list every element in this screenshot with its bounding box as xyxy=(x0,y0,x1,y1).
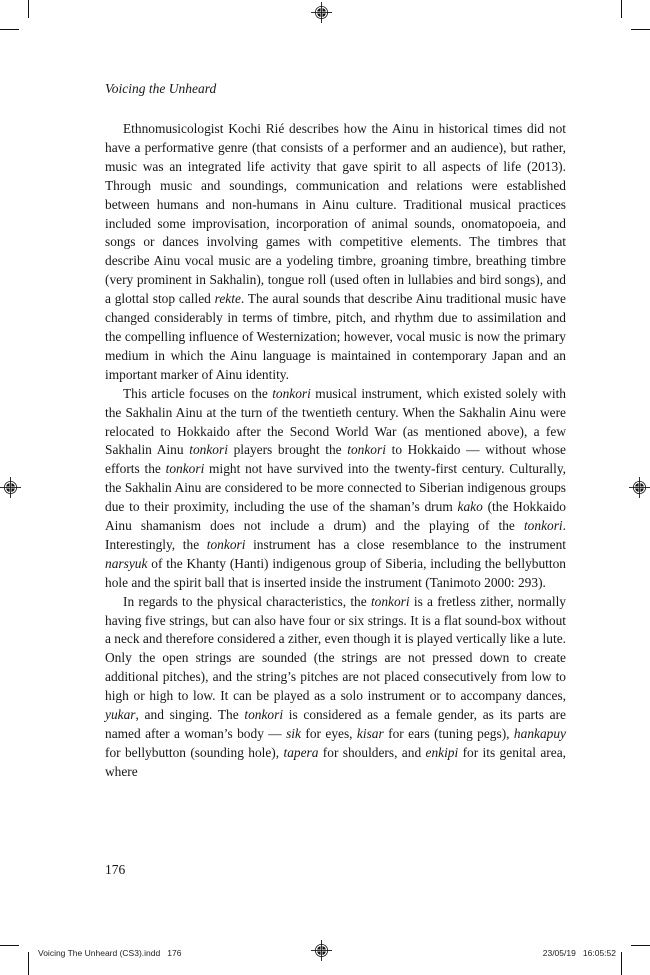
crop-mark xyxy=(0,945,19,946)
body-paragraph-3: In regards to the physical characteristics, the tonkori is a fretless zither, normally having five strings, but can also have four or six strings. It is a flat sound-box without a neck and therefore considered a zither, even though it is played vertically like a lute. Only the open strings are sounded (the strings are not pressed down to create additional pitches), and the string’s pitches are not placed consecutively from low to high or high to low. It can be played as a solo instrument or to accompany dances, yukar, and singing. The tonkori is considered as a female gender, as its parts are named after a woman’s body — sik for eyes, kisar for ears (tuning pegs), hankapuy for bellybutton (sounding hole), tapera for shoulders, and enkipi for its genital area, where xyxy=(105,593,567,779)
body-text xyxy=(105,120,566,782)
page-number: 176 xyxy=(105,862,126,877)
body-paragraph-2: This article focuses on the tonkori musical instrument, which existed solely with the Sakhalin Ainu at the turn of the twentieth century. When the Sakhalin Ainu were relocated to Hokkaido after the Second World War (as mentioned above), a few Sakhalin Ainu tonkori players brought the tonkori to Hokkaido — without whose efforts the tonkori might not have survived into the twenty-first century. Culturally, the Sakhalin Ainu are considered to be more connected to Siberian indigenous groups due to their proximity, including the use of the shaman’s drum kako (the Hokkaido Ainu shamanism does not include a drum) and the playing of the tonkori. Interestingly, the tonkori instrument has a close resemblance to the instrument narsyuk of the Khanty (Hanti) indigenous group of Siberia, including the bellybutton hole and the spirit ball that is inserted inside the instrument (Tanimoto 2000: 293). xyxy=(105,385,567,590)
crop-mark xyxy=(631,29,650,30)
crop-mark xyxy=(621,0,622,18)
crop-mark xyxy=(621,952,622,975)
registration-mark-icon xyxy=(311,2,332,23)
crop-mark xyxy=(631,945,650,946)
registration-mark-icon xyxy=(0,477,21,498)
crop-mark xyxy=(0,29,19,30)
slug-timestamp: 23/05/19 16:05:52 xyxy=(542,948,616,958)
crop-mark xyxy=(28,0,29,18)
registration-mark-icon xyxy=(629,477,650,498)
running-head: Voicing the Unheard xyxy=(105,81,217,96)
slug-filename: Voicing The Unheard (CS3).indd 176 xyxy=(38,948,182,958)
crop-mark xyxy=(28,952,29,975)
body-paragraph-1: Ethnomusicologist Kochi Rié describes how the Ainu in historical times did not have a performative genre (that consists of a performer and an audience), but rather, music was an integrated life activity that gave spirit to all aspects of life (2013). Through music and soundings, communication and relations were established between humans and non-humans in Ainu culture. Traditional musical practices included some improvisation, incorporation of animal sounds, onomatopoeia, and songs or dances involving games with competitive elements. The timbres that describe Ainu vocal music are a yodeling timbre, groaning timbre, breathing timbre (very prominent in Sakhalin), tongue roll (used often in lullabies and bird songs), and a glottal stop called rekte. The aural sounds that describe Ainu traditional music have changed considerably in terms of timbre, pitch, and rhythm due to assimilation and the compelling influence of Westernization; however, vocal music is now the primary medium in which the Ainu language is maintained in contemporary Japan and an important marker of Ainu identity. xyxy=(105,121,566,382)
registration-mark-icon xyxy=(311,940,332,961)
